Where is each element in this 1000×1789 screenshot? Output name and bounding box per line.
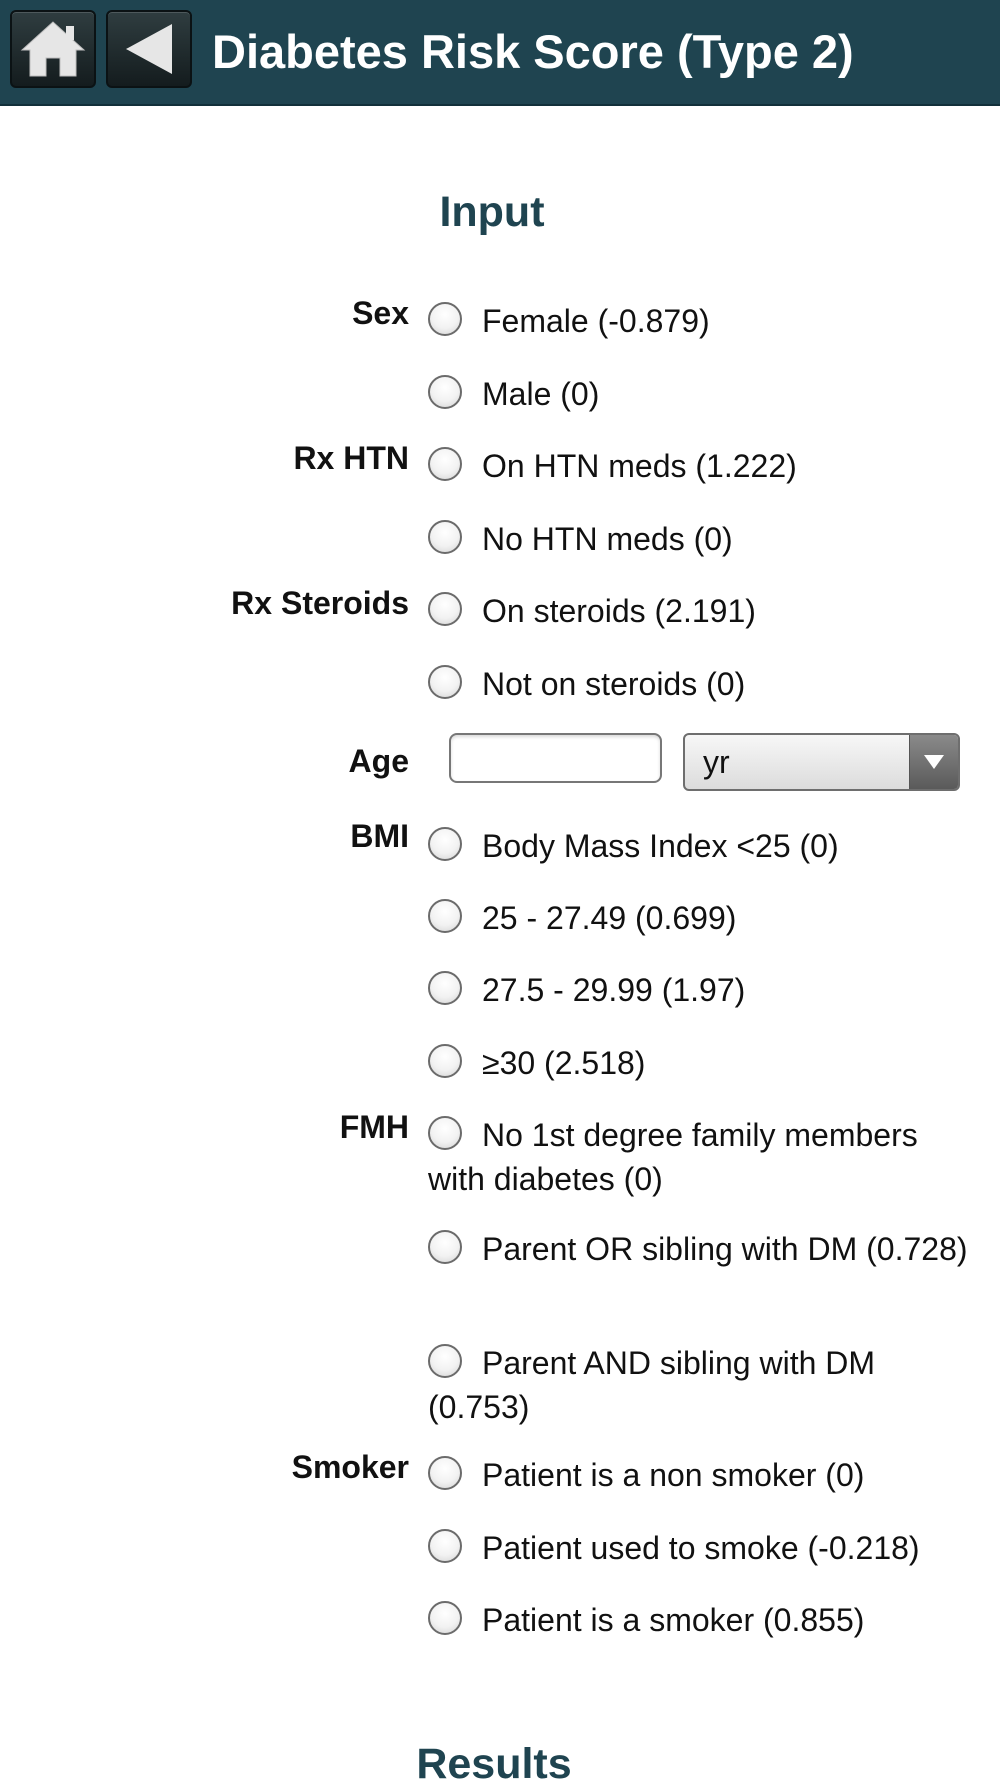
sex-label: Sex: [352, 295, 409, 331]
radio-button[interactable]: [428, 1044, 462, 1078]
radio-button[interactable]: [428, 665, 462, 699]
radio-button[interactable]: [428, 1601, 462, 1635]
results-section-title: Results: [416, 1740, 572, 1788]
radio-button[interactable]: [428, 447, 462, 481]
back-arrow-icon: [108, 12, 190, 86]
option-label: Patient is a smoker (0.855): [482, 1602, 865, 1638]
option-label: 27.5 - 29.99 (1.97): [482, 972, 746, 1008]
input-section-title: Input: [439, 188, 545, 236]
chevron-down-icon: [924, 755, 944, 769]
rx-htn-label: Rx HTN: [293, 440, 409, 476]
option-label: Not on steroids (0): [482, 666, 746, 702]
smoker-option-former[interactable]: [428, 1526, 968, 1570]
sex-option-female[interactable]: [428, 299, 968, 343]
radio-button[interactable]: [428, 1529, 462, 1563]
sex-option-male[interactable]: [428, 372, 968, 416]
fmh-option-parent-and-sibling[interactable]: [428, 1341, 968, 1429]
option-label: On HTN meds (1.222): [482, 448, 797, 484]
fmh-option-none[interactable]: [428, 1113, 968, 1201]
header-bar: [0, 0, 1000, 106]
home-icon: [12, 12, 94, 86]
radio-button[interactable]: [428, 592, 462, 626]
smoker-label: Smoker: [291, 1449, 409, 1485]
dropdown-arrow[interactable]: [909, 735, 958, 789]
home-button[interactable]: [10, 10, 96, 88]
bmi-option-30-plus[interactable]: [428, 1041, 968, 1085]
bmi-option-27-30[interactable]: [428, 968, 968, 1012]
rx-htn-option-on[interactable]: [428, 444, 968, 488]
radio-button[interactable]: [428, 375, 462, 409]
rx-steroids-label: Rx Steroids: [231, 585, 409, 621]
option-label: Body Mass Index <25 (0): [482, 828, 839, 864]
rx-steroids-option-on[interactable]: [428, 589, 968, 633]
radio-button[interactable]: [428, 971, 462, 1005]
option-label: No 1st degree family members with diabetes (0): [428, 1117, 918, 1197]
radio-button[interactable]: [428, 1456, 462, 1490]
radio-button[interactable]: [428, 1116, 462, 1150]
rx-htn-option-no[interactable]: [428, 517, 968, 561]
option-label: Female (-0.879): [482, 303, 710, 339]
option-label: Patient used to smoke (-0.218): [482, 1530, 920, 1566]
age-unit-value: yr: [703, 744, 730, 780]
radio-button[interactable]: [428, 1344, 462, 1378]
age-input[interactable]: [449, 733, 662, 783]
smoker-option-current[interactable]: [428, 1598, 968, 1642]
back-button[interactable]: [106, 10, 192, 88]
bmi-option-under-25[interactable]: [428, 824, 968, 868]
age-unit-select[interactable]: [683, 733, 960, 791]
radio-button[interactable]: [428, 1230, 462, 1264]
option-label: Parent AND sibling with DM (0.753): [428, 1345, 876, 1425]
option-label: Male (0): [482, 376, 600, 412]
smoker-option-non[interactable]: [428, 1453, 968, 1497]
option-label: Patient is a non smoker (0): [482, 1457, 865, 1493]
page-title: Diabetes Risk Score (Type 2): [212, 25, 854, 78]
option-label: 25 - 27.49 (0.699): [482, 900, 737, 936]
bmi-option-25-27[interactable]: [428, 896, 968, 940]
radio-button[interactable]: [428, 302, 462, 336]
fmh-label: FMH: [339, 1109, 409, 1145]
age-label: Age: [348, 743, 409, 779]
radio-button[interactable]: [428, 899, 462, 933]
fmh-option-parent-or-sibling[interactable]: [428, 1227, 968, 1271]
rx-steroids-option-not[interactable]: [428, 662, 968, 706]
option-label: No HTN meds (0): [482, 521, 733, 557]
option-label: ≥30 (2.518): [482, 1045, 646, 1081]
radio-button[interactable]: [428, 520, 462, 554]
option-label: On steroids (2.191): [482, 593, 756, 629]
radio-button[interactable]: [428, 827, 462, 861]
bmi-label: BMI: [350, 818, 409, 854]
option-label: Parent OR sibling with DM (0.728): [482, 1231, 968, 1267]
